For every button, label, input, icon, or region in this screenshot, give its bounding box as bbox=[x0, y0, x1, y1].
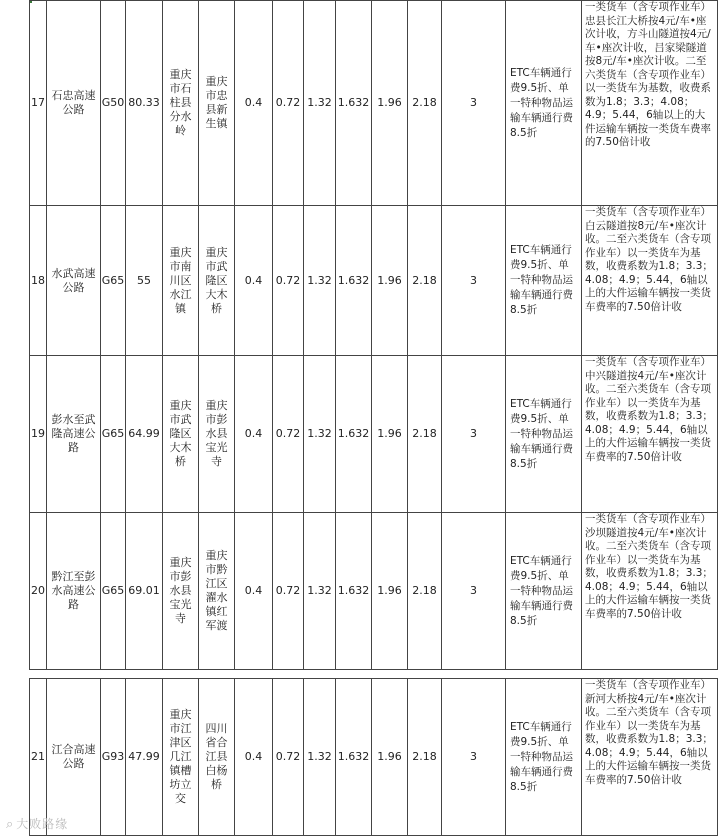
rate-class-4: 1.632 bbox=[336, 513, 372, 670]
rate-class-5: 1.96 bbox=[372, 356, 408, 513]
rate-class-6: 2.18 bbox=[408, 206, 442, 356]
discount-note: ETC车辆通行费9.5折、单一特种物品运输车辆通行费8.5折 bbox=[506, 206, 582, 356]
rate-class-4: 1.632 bbox=[336, 206, 372, 356]
route-code: G50 bbox=[101, 1, 126, 206]
road-length: 55 bbox=[126, 206, 163, 356]
route-code: G93 bbox=[101, 679, 126, 836]
toll-rate-table bbox=[29, 0, 718, 836]
table-row bbox=[30, 513, 718, 670]
start-point: 重庆市彭水县宝光寺 bbox=[163, 513, 199, 670]
row-number: 19 bbox=[30, 356, 47, 513]
row-number: 20 bbox=[30, 513, 47, 670]
rate-class-3: 1.32 bbox=[304, 513, 336, 670]
rate-class-5: 1.96 bbox=[372, 513, 408, 670]
table-row bbox=[30, 679, 718, 836]
rate-class-4: 1.632 bbox=[336, 1, 372, 206]
rate-class-1: 0.4 bbox=[235, 1, 273, 206]
start-point: 重庆市武隆区大木桥 bbox=[163, 356, 199, 513]
rate-class-5: 1.96 bbox=[372, 206, 408, 356]
rate-class-4: 1.632 bbox=[336, 679, 372, 836]
minimum-fee: 3 bbox=[442, 1, 506, 206]
left-margin bbox=[0, 0, 29, 834]
end-point: 重庆市黔江区濯水镇红军渡 bbox=[199, 513, 235, 670]
end-point: 重庆市武隆区大木桥 bbox=[199, 206, 235, 356]
rate-class-2: 0.72 bbox=[273, 1, 304, 206]
rate-class-1: 0.4 bbox=[235, 679, 273, 836]
road-length: 47.99 bbox=[126, 679, 163, 836]
rate-class-3: 1.32 bbox=[304, 679, 336, 836]
rate-class-4: 1.632 bbox=[336, 356, 372, 513]
rate-class-1: 0.4 bbox=[235, 513, 273, 670]
row-gap bbox=[30, 670, 718, 679]
discount-note: ETC车辆通行费9.5折、单一特种物品运输车辆通行费8.5折 bbox=[506, 1, 582, 206]
row-gap-cell bbox=[30, 670, 718, 679]
road-length: 64.99 bbox=[126, 356, 163, 513]
road-name: 水武高速公路 bbox=[47, 206, 101, 356]
rate-class-6: 2.18 bbox=[408, 356, 442, 513]
minimum-fee: 3 bbox=[442, 206, 506, 356]
end-point: 重庆市忠县新生镇 bbox=[199, 1, 235, 206]
rate-class-6: 2.18 bbox=[408, 513, 442, 670]
minimum-fee: 3 bbox=[442, 356, 506, 513]
end-point: 重庆市彭水县宝光寺 bbox=[199, 356, 235, 513]
road-name: 江合高速公路 bbox=[47, 679, 101, 836]
table-row bbox=[30, 1, 718, 206]
table-row bbox=[30, 206, 718, 356]
road-name: 彭水至武隆高速公路 bbox=[47, 356, 101, 513]
watermark bbox=[6, 815, 68, 832]
rate-class-3: 1.32 bbox=[304, 206, 336, 356]
rate-class-3: 1.32 bbox=[304, 356, 336, 513]
row-number: 18 bbox=[30, 206, 47, 356]
truck-fee-note: 一类货车（含专项作业车）忠县长江大桥按4元/车•座次计收，方斗山隧道按4元/车•座次计收，吕家梁隧道按8元/车•座次计收。二至六类货车（含专项作业车）以一类货车为基数，收费系数为1.8；3.3；4.08；4.9；5.44，6轴以上的大件运输车辆按一类货车费率的7.50倍计收 bbox=[582, 1, 718, 206]
rate-class-2: 0.72 bbox=[273, 206, 304, 356]
minimum-fee: 3 bbox=[442, 679, 506, 836]
rate-class-3: 1.32 bbox=[304, 1, 336, 206]
road-name: 黔江至彭水高速公路 bbox=[47, 513, 101, 670]
start-point: 重庆市南川区水江镇 bbox=[163, 206, 199, 356]
discount-note: ETC车辆通行费9.5折、单一特种物品运输车辆通行费8.5折 bbox=[506, 513, 582, 670]
watermark-logo-icon: ⌕ bbox=[6, 817, 15, 832]
route-code: G65 bbox=[101, 513, 126, 670]
route-code: G65 bbox=[101, 356, 126, 513]
route-code: G65 bbox=[101, 206, 126, 356]
row-number: 17 bbox=[30, 1, 47, 206]
rate-class-1: 0.4 bbox=[235, 356, 273, 513]
rate-class-1: 0.4 bbox=[235, 206, 273, 356]
rate-class-5: 1.96 bbox=[372, 679, 408, 836]
truck-fee-note: 一类货车（含专项作业车）新河大桥按4元/车•座次计收。二至六类货车（含专项作业车）以一类货车为基数，收费系数为1.8；3.3；4.08；4.9；5.44，6轴以上的大件运输车辆按一类货车费率的7.50倍计收 bbox=[582, 679, 718, 836]
discount-note: ETC车辆通行费9.5折、单一特种物品运输车辆通行费8.5折 bbox=[506, 679, 582, 836]
row-number: 21 bbox=[30, 679, 47, 836]
road-length: 80.33 bbox=[126, 1, 163, 206]
truck-fee-note: 一类货车（含专项作业车）沙坝隧道按4元/车•座次计收。二至六类货车（含专项作业车）以一类货车为基数，收费系数为1.8；3.3；4.08；4.9；5.44，6轴以上的大件运输车辆按一类货车费率的7.50倍计收 bbox=[582, 513, 718, 670]
truck-fee-note: 一类货车（含专项作业车）中兴隧道按4元/车•座次计收。二至六类货车（含专项作业车）以一类货车为基数，收费系数为1.8；3.3；4.08；4.9；5.44，6轴以上的大件运输车辆按一类货车费率的7.50倍计收 bbox=[582, 356, 718, 513]
rate-class-6: 2.18 bbox=[408, 1, 442, 206]
rate-class-6: 2.18 bbox=[408, 679, 442, 836]
truck-fee-note: 一类货车（含专项作业车）白云隧道按8元/车•座次计收。二至六类货车（含专项作业车）以一类货车为基数，收费系数为1.8；3.3；4.08；4.9；5.44，6轴以上的大件运输车辆按一类货车费率的7.50倍计收 bbox=[582, 206, 718, 356]
discount-note: ETC车辆通行费9.5折、单一特种物品运输车辆通行费8.5折 bbox=[506, 356, 582, 513]
start-point: 重庆市石柱县分水岭 bbox=[163, 1, 199, 206]
table-body bbox=[30, 1, 718, 836]
end-point: 四川省合江县白杨桥 bbox=[199, 679, 235, 836]
road-length: 69.01 bbox=[126, 513, 163, 670]
watermark-text: 大败路缘 bbox=[16, 817, 69, 831]
rate-class-5: 1.96 bbox=[372, 1, 408, 206]
rate-class-2: 0.72 bbox=[273, 356, 304, 513]
table-row bbox=[30, 356, 718, 513]
rate-class-2: 0.72 bbox=[273, 513, 304, 670]
minimum-fee: 3 bbox=[442, 513, 506, 670]
rate-class-2: 0.72 bbox=[273, 679, 304, 836]
start-point: 重庆市江津区几江镇槽坊立交 bbox=[163, 679, 199, 836]
road-name: 石忠高速公路 bbox=[47, 1, 101, 206]
